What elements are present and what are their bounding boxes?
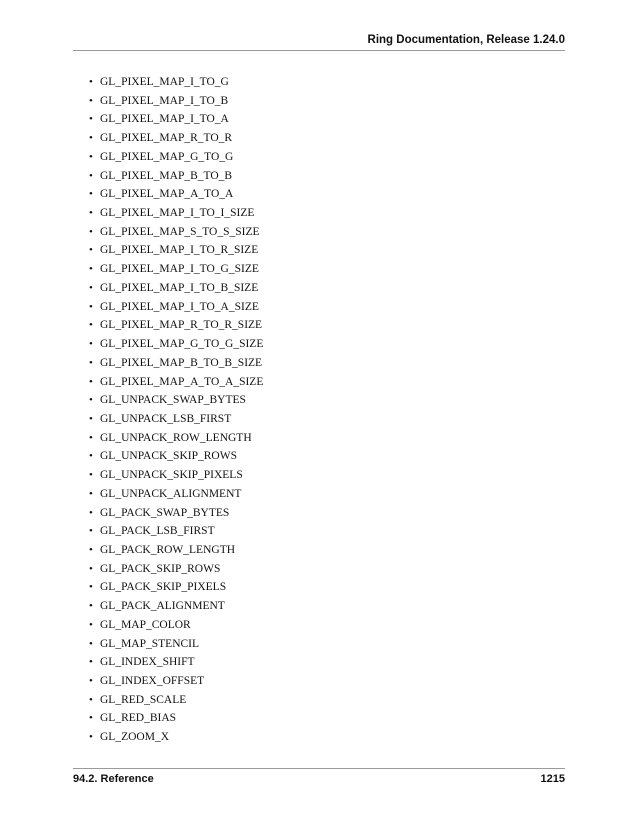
list-item-text: GL_PACK_SKIP_PIXELS — [100, 581, 227, 594]
bullet-icon: • — [89, 675, 93, 687]
bullet-icon: • — [89, 225, 93, 238]
list-item-text: GL_UNPACK_SKIP_PIXELS — [100, 469, 243, 482]
list-item-text: GL_PIXEL_MAP_I_TO_A_SIZE — [100, 300, 259, 313]
list-item — [89, 204, 263, 223]
bullet-icon: • — [89, 394, 93, 407]
list-item-text: GL_PIXEL_MAP_A_TO_A — [100, 188, 234, 201]
list-item-text: GL_PIXEL_MAP_I_TO_R_SIZE — [100, 244, 259, 257]
list-item-text: GL_RED_SCALE — [100, 693, 187, 706]
list-item-text: GL_PIXEL_MAP_G_TO_G — [100, 150, 234, 163]
page-footer — [73, 768, 565, 787]
bullet-icon: • — [89, 693, 93, 706]
list-item — [89, 522, 263, 541]
list-item-text: GL_PIXEL_MAP_G_TO_G_SIZE — [100, 338, 264, 351]
list-item-text: GL_PACK_ALIGNMENT — [100, 600, 225, 613]
list-item-text: GL_MAP_COLOR — [100, 618, 191, 631]
list-item-text: GL_INDEX_SHIFT — [100, 656, 195, 669]
list-item — [89, 485, 263, 504]
list-item — [89, 429, 263, 448]
bullet-icon: • — [89, 76, 93, 88]
list-item-text: GL_RED_BIAS — [100, 712, 177, 725]
list-item — [89, 260, 263, 279]
bullet-icon: • — [89, 188, 93, 201]
bullet-icon: • — [89, 581, 93, 594]
bullet-icon: • — [89, 431, 93, 444]
list-item-text: GL_PIXEL_MAP_I_TO_G — [100, 76, 229, 88]
list-item — [89, 578, 263, 597]
bullet-icon: • — [89, 150, 93, 163]
bullet-icon: • — [89, 356, 93, 369]
bullet-icon: • — [89, 412, 93, 425]
list-item-text: GL_UNPACK_ROW_LENGTH — [100, 431, 252, 444]
bullet-icon: • — [89, 637, 93, 650]
list-item — [89, 410, 263, 429]
list-item — [89, 241, 263, 260]
page-header — [73, 33, 565, 51]
list-item-text: GL_PIXEL_MAP_I_TO_A — [100, 113, 229, 126]
bullet-icon: • — [89, 319, 93, 332]
bullet-icon: • — [89, 618, 93, 631]
bullet-icon: • — [89, 600, 93, 613]
list-item-text: GL_PIXEL_MAP_B_TO_B — [100, 169, 233, 182]
list-item-text: GL_PIXEL_MAP_B_TO_B_SIZE — [100, 356, 263, 369]
bullet-icon: • — [89, 450, 93, 463]
bullet-icon: • — [89, 543, 93, 556]
list-item — [89, 298, 263, 317]
list-item — [89, 316, 263, 335]
bullet-icon: • — [89, 132, 93, 145]
bullet-icon: • — [89, 525, 93, 538]
list-item — [89, 597, 263, 616]
list-item-text: GL_MAP_STENCIL — [100, 637, 200, 650]
bullet-icon: • — [89, 487, 93, 500]
bullet-icon: • — [89, 562, 93, 575]
list-item-text: GL_PIXEL_MAP_R_TO_R_SIZE — [100, 319, 263, 332]
list-item — [89, 167, 263, 186]
bullet-icon: • — [89, 338, 93, 351]
list-item-text: GL_PIXEL_MAP_I_TO_I_SIZE — [100, 207, 255, 220]
list-item-text: GL_UNPACK_LSB_FIRST — [100, 412, 232, 425]
list-item — [89, 373, 263, 392]
list-item — [89, 447, 263, 466]
list-item — [89, 504, 263, 523]
list-item-text: GL_PIXEL_MAP_S_TO_S_SIZE — [100, 225, 260, 238]
list-item — [89, 653, 263, 672]
bullet-icon: • — [89, 169, 93, 182]
bullet-icon: • — [89, 731, 93, 744]
list-item-text: GL_UNPACK_SKIP_ROWS — [100, 450, 237, 463]
list-item — [89, 466, 263, 485]
list-item — [89, 279, 263, 298]
bullet-icon: • — [89, 506, 93, 519]
page-number: 1215 — [540, 773, 565, 785]
bullet-icon: • — [89, 263, 93, 276]
bullet-icon: • — [89, 113, 93, 126]
list-item — [89, 223, 263, 242]
list-item — [89, 728, 263, 747]
list-item-text: GL_PIXEL_MAP_I_TO_B_SIZE — [100, 281, 259, 294]
bullet-icon: • — [89, 712, 93, 725]
list-item — [89, 541, 263, 560]
list-item — [89, 185, 263, 204]
bullet-icon: • — [89, 469, 93, 482]
list-item — [89, 110, 263, 129]
bullet-icon: • — [89, 244, 93, 257]
list-item — [89, 391, 263, 410]
list-item — [89, 709, 263, 728]
list-item-text: GL_INDEX_OFFSET — [100, 675, 205, 687]
list-item — [89, 354, 263, 373]
bullet-icon: • — [89, 656, 93, 669]
list-item-text: GL_UNPACK_SWAP_BYTES — [100, 394, 246, 407]
list-item-text: GL_ZOOM_X — [100, 731, 169, 744]
list-item — [89, 335, 263, 354]
list-item — [89, 691, 263, 710]
list-item-text: GL_PACK_SWAP_BYTES — [100, 506, 230, 519]
list-item — [89, 672, 263, 691]
list-item-text: GL_PACK_SKIP_ROWS — [100, 562, 221, 575]
bullet-icon: • — [89, 281, 93, 294]
list-item — [89, 616, 263, 635]
list-item — [89, 129, 263, 148]
document-title: Ring Documentation, Release 1.24.0 — [367, 34, 565, 46]
list-item-text: GL_PIXEL_MAP_A_TO_A_SIZE — [100, 375, 264, 388]
list-item — [89, 73, 263, 92]
bullet-icon: • — [89, 207, 93, 220]
list-item-text: GL_PACK_ROW_LENGTH — [100, 543, 236, 556]
list-item — [89, 148, 263, 167]
bullet-icon: • — [89, 300, 93, 313]
list-item — [89, 635, 263, 654]
list-item — [89, 560, 263, 579]
section-label: 94.2. Reference — [73, 773, 154, 785]
constant-list — [89, 73, 263, 747]
list-item-text: GL_UNPACK_ALIGNMENT — [100, 487, 242, 500]
list-item-text: GL_PACK_LSB_FIRST — [100, 525, 215, 538]
bullet-icon: • — [89, 375, 93, 388]
list-item-text: GL_PIXEL_MAP_R_TO_R — [100, 132, 233, 145]
list-item-text: GL_PIXEL_MAP_I_TO_B — [100, 94, 229, 107]
list-item — [89, 92, 263, 111]
list-item-text: GL_PIXEL_MAP_I_TO_G_SIZE — [100, 263, 259, 276]
bullet-icon: • — [89, 94, 93, 107]
